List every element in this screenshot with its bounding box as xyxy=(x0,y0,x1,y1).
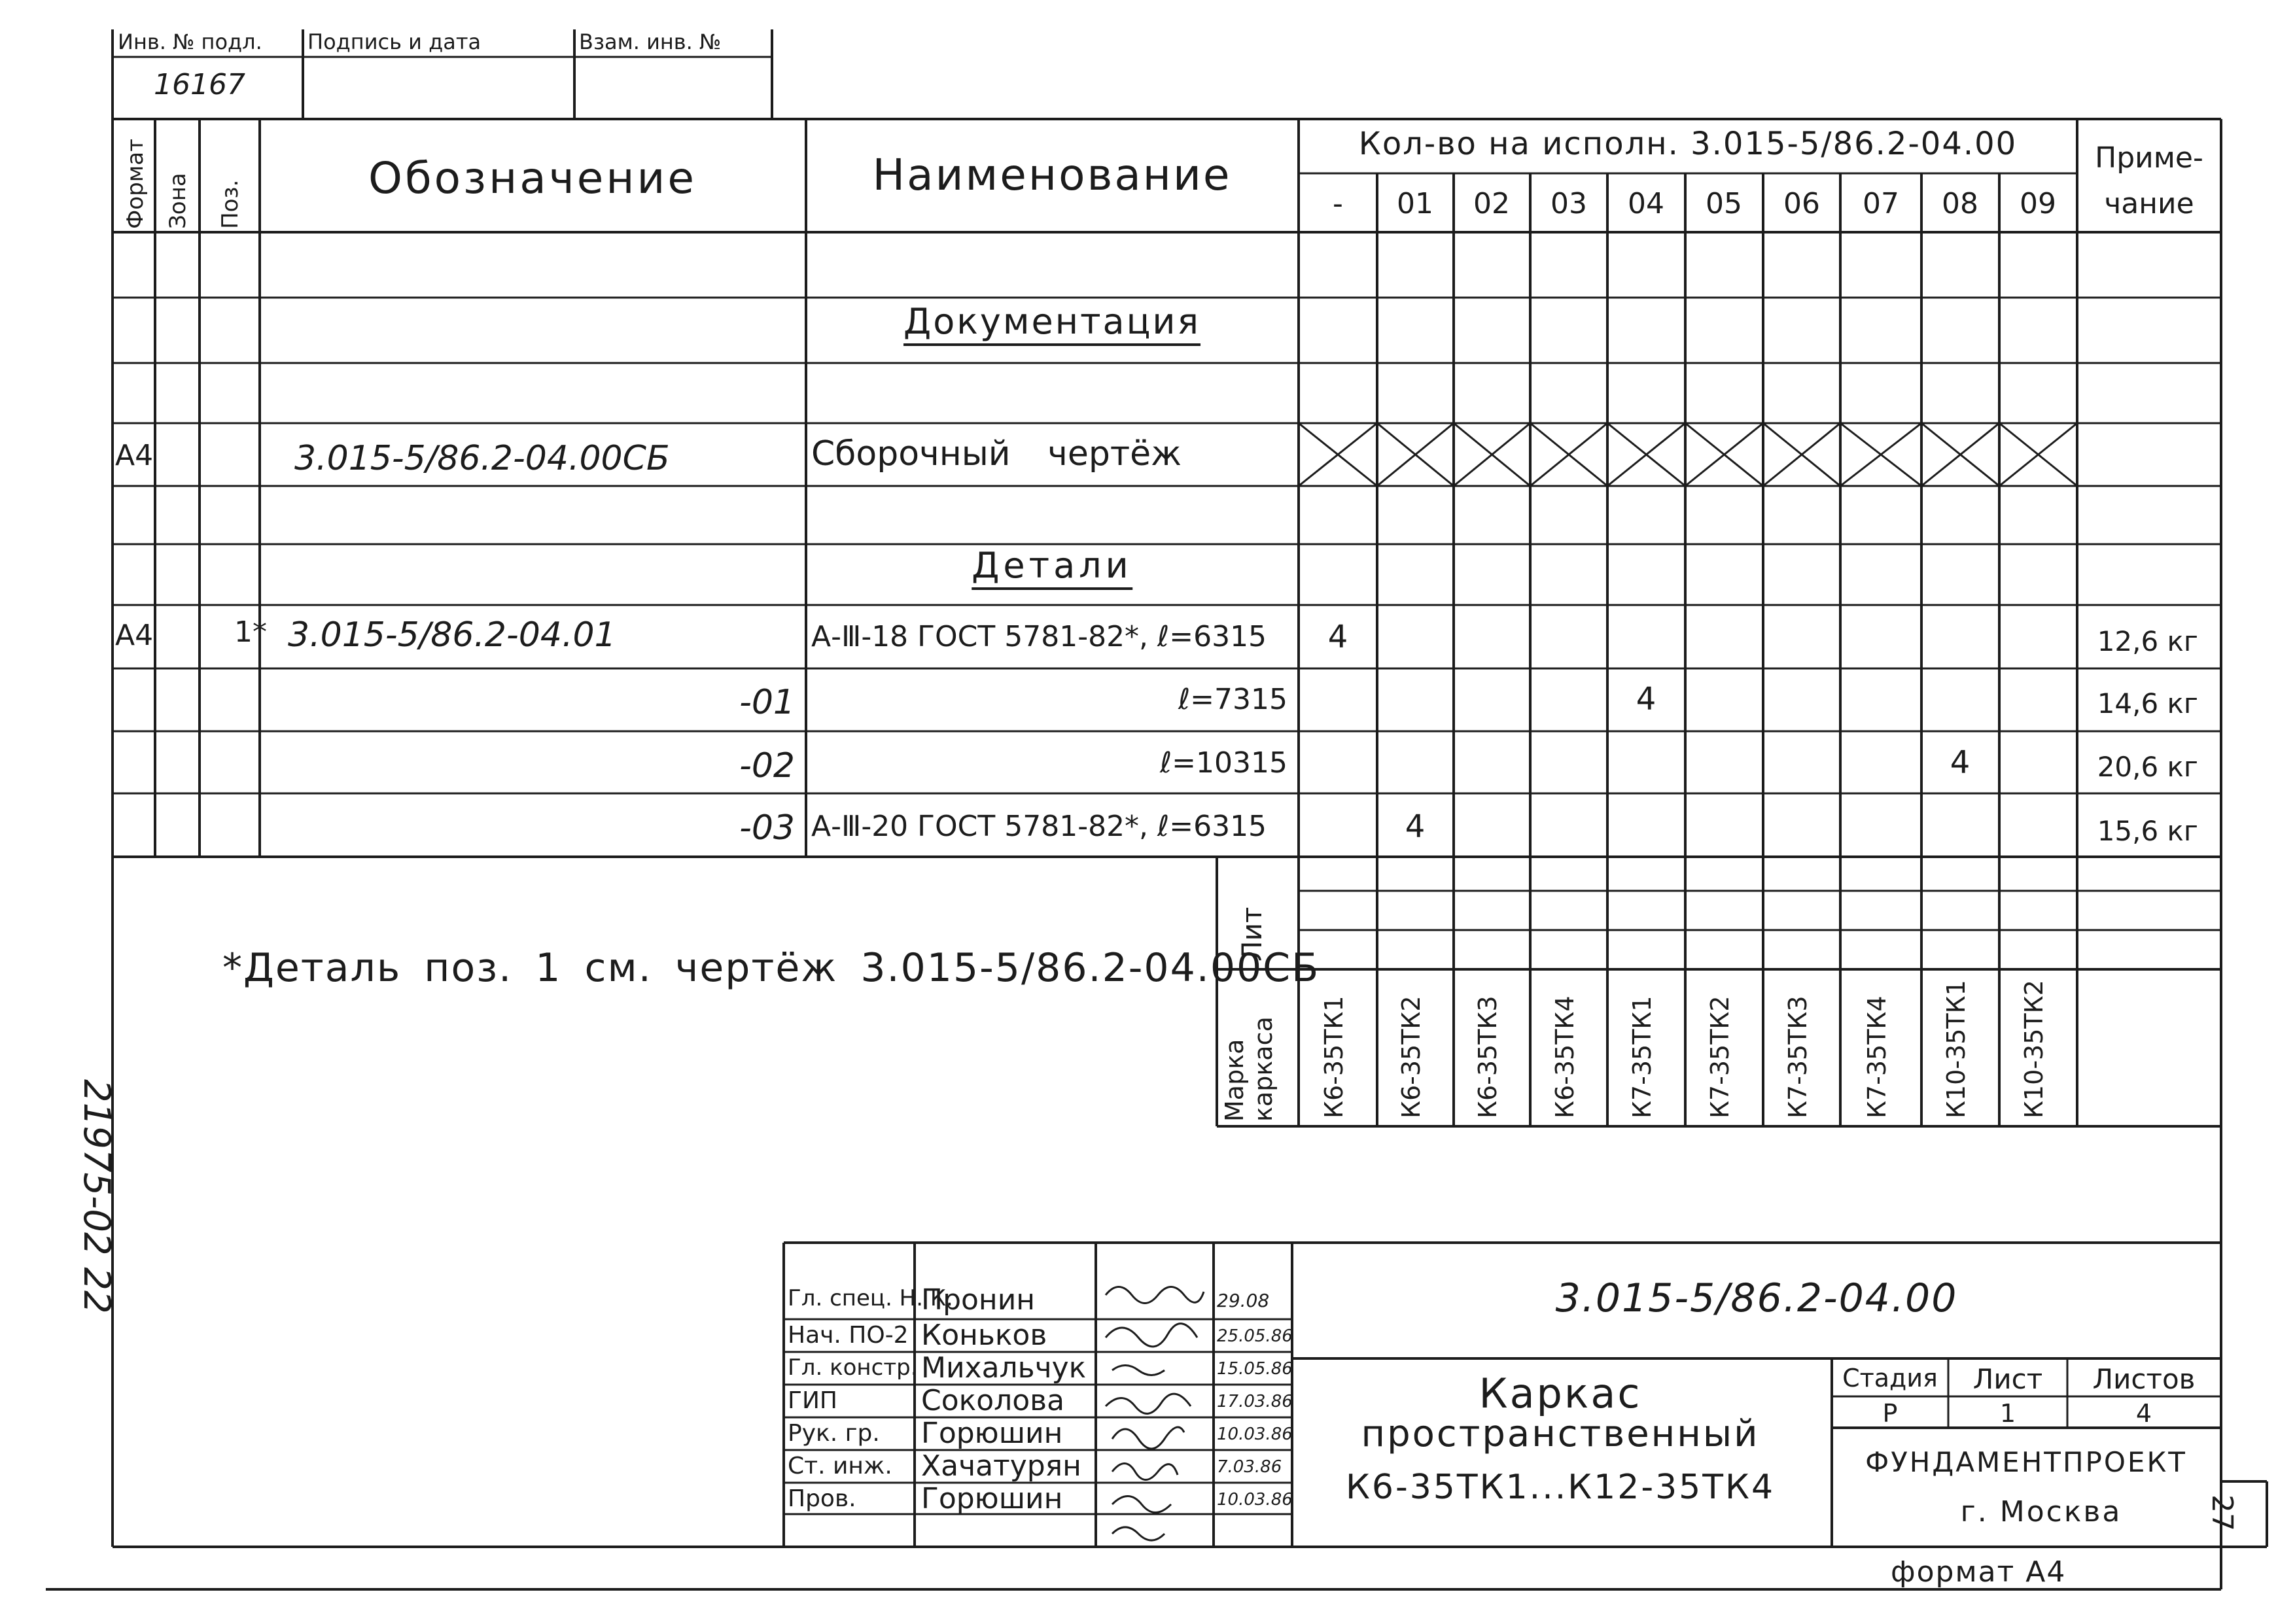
part-note: 14,6 кг xyxy=(2097,687,2198,719)
header-zone: Зона xyxy=(165,173,191,229)
signer-role: Гл. констр. xyxy=(788,1355,918,1381)
exec-col-label: 04 xyxy=(1628,187,1664,220)
signer-date: 15.05.86 xyxy=(1217,1359,1293,1379)
part-pos: 1* xyxy=(234,615,267,649)
stamp-header-replace: Взам. инв. № xyxy=(579,29,722,54)
signer-role: ГИП xyxy=(788,1387,837,1414)
title-line2: пространственный xyxy=(1361,1413,1760,1455)
signer-date: 7.03.86 xyxy=(1217,1457,1282,1477)
sheets-label: Листов xyxy=(2092,1363,2196,1395)
marka-label-line2: каркаса xyxy=(1249,1016,1278,1122)
header-qty: Кол-во на исполн. 3.015-5/86.2-04.00 xyxy=(1358,126,2018,162)
part-note: 12,6 кг xyxy=(2097,625,2198,657)
page-number: 27 xyxy=(2205,1494,2239,1531)
footnote: *Деталь поз. 1 см. чертёж 3.015-5/86.2-04.00СБ xyxy=(222,945,1320,991)
signatures xyxy=(1106,1287,1204,1541)
frame-mark: К10-35ТК2 xyxy=(2020,980,2048,1118)
signer-name: Михальчук xyxy=(921,1351,1087,1385)
row-format: А4 xyxy=(115,439,154,472)
signer-name: Коньков xyxy=(921,1319,1047,1352)
part-format: А4 xyxy=(115,619,154,652)
header-format: Формат xyxy=(122,139,149,229)
stage-label: Стадия xyxy=(1842,1364,1938,1392)
exec-col-label: 03 xyxy=(1550,187,1587,220)
signer-date: 17.03.86 xyxy=(1217,1392,1293,1411)
document-code: 3.015-5/86.2-04.00 xyxy=(1555,1275,1958,1321)
frame-mark: К6-35ТК2 xyxy=(1397,995,1426,1118)
marka-label-line1: Марка xyxy=(1220,1039,1249,1122)
sheet-value: 1 xyxy=(1999,1399,2016,1428)
part-designation: 3.015-5/86.2-04.01 xyxy=(288,615,616,655)
frame-mark: К6-35ТК1 xyxy=(1320,995,1348,1118)
signer-date: 29.08 xyxy=(1217,1290,1270,1311)
frame-mark: К7-35ТК3 xyxy=(1783,995,1812,1118)
header-name: Наименование xyxy=(872,150,1232,200)
exec-col-label: 07 xyxy=(1863,187,1899,220)
signer-name: Горюшин xyxy=(921,1417,1063,1450)
part-qty: 4 xyxy=(1950,744,1971,781)
signer-date: 10.03.86 xyxy=(1217,1490,1293,1510)
frame-mark: К10-35ТК1 xyxy=(1942,980,1971,1118)
frame-mark: К7-35ТК4 xyxy=(1863,995,1891,1118)
row-name: Сборочный чертёж xyxy=(811,434,1182,474)
frame-mark: К6-35ТК4 xyxy=(1550,995,1579,1118)
exec-col-label: 09 xyxy=(2020,187,2056,220)
frame-mark: К7-35ТК1 xyxy=(1628,995,1656,1118)
signer-role: Ст. инж. xyxy=(788,1453,892,1479)
signer-role: Гл. спец. Н. К. xyxy=(788,1285,953,1311)
signer-name: Пронин xyxy=(921,1283,1036,1317)
signer-role: Рук. гр. xyxy=(788,1420,880,1447)
format-label: формат А4 xyxy=(1891,1555,2067,1589)
header-designation: Обозначение xyxy=(368,153,697,203)
frame-mark: К7-35ТК2 xyxy=(1706,995,1734,1118)
margin-archive-number: 21975-02 22 xyxy=(75,1079,118,1314)
row-designation: 3.015-5/86.2-04.00СБ xyxy=(294,439,670,478)
exec-col-label: 06 xyxy=(1783,187,1820,220)
part-designation: -03 xyxy=(739,808,795,848)
signer-date: 10.03.86 xyxy=(1217,1425,1293,1444)
signer-date: 25.05.86 xyxy=(1217,1326,1293,1346)
part-note: 15,6 кг xyxy=(2097,815,2198,847)
stamp-header-inv: Инв. № подл. xyxy=(118,29,262,54)
stamp-inv-number: 16167 xyxy=(154,68,245,101)
part-note: 20,6 кг xyxy=(2097,751,2198,783)
exec-col-label: 02 xyxy=(1473,187,1510,220)
section-documentation: Документация xyxy=(903,304,1200,346)
part-name: ℓ=10315 xyxy=(1159,746,1288,780)
section-parts: Детали xyxy=(972,548,1132,590)
stage-value: Р xyxy=(1882,1399,1898,1428)
exec-col-label: 01 xyxy=(1397,187,1433,220)
part-qty: 4 xyxy=(1327,619,1348,655)
header-pos: Поз. xyxy=(217,179,243,229)
title-line3: К6-35ТК1...К12-35ТК4 xyxy=(1345,1468,1776,1507)
org-line2: г. Москва xyxy=(1960,1495,2122,1529)
lit-label: Лит xyxy=(1236,907,1268,961)
part-qty: 4 xyxy=(1636,681,1656,717)
header-note-line2: чание xyxy=(2104,187,2194,220)
signer-role: Нач. ПО-2 xyxy=(788,1322,909,1349)
sheets-value: 4 xyxy=(2135,1399,2152,1428)
signer-role: Пров. xyxy=(788,1485,856,1512)
part-name: А-Ⅲ-18 ГОСТ 5781-82*, ℓ=6315 xyxy=(811,620,1267,653)
sheet-label: Лист xyxy=(1972,1363,2043,1395)
exec-col-label: - xyxy=(1333,187,1343,220)
stamp-header-signature: Подпись и дата xyxy=(307,29,482,54)
frame-mark: К6-35ТК3 xyxy=(1473,995,1502,1118)
part-name: ℓ=7315 xyxy=(1178,683,1288,716)
part-designation: -02 xyxy=(739,746,795,786)
org-line1: ФУНДАМЕНТПРОЕКТ xyxy=(1865,1446,2187,1478)
exec-col-label: 08 xyxy=(1942,187,1978,220)
signer-name: Хачатурян xyxy=(921,1449,1081,1483)
part-designation: -01 xyxy=(739,683,795,722)
signer-name: Горюшин xyxy=(921,1482,1063,1515)
exec-col-label: 05 xyxy=(1706,187,1742,220)
part-qty: 4 xyxy=(1405,808,1426,845)
part-name: А-Ⅲ-20 ГОСТ 5781-82*, ℓ=6315 xyxy=(811,810,1267,843)
signer-name: Соколова xyxy=(921,1384,1065,1417)
header-note-line1: Приме- xyxy=(2095,141,2203,175)
title-line1: Каркас xyxy=(1479,1370,1642,1417)
